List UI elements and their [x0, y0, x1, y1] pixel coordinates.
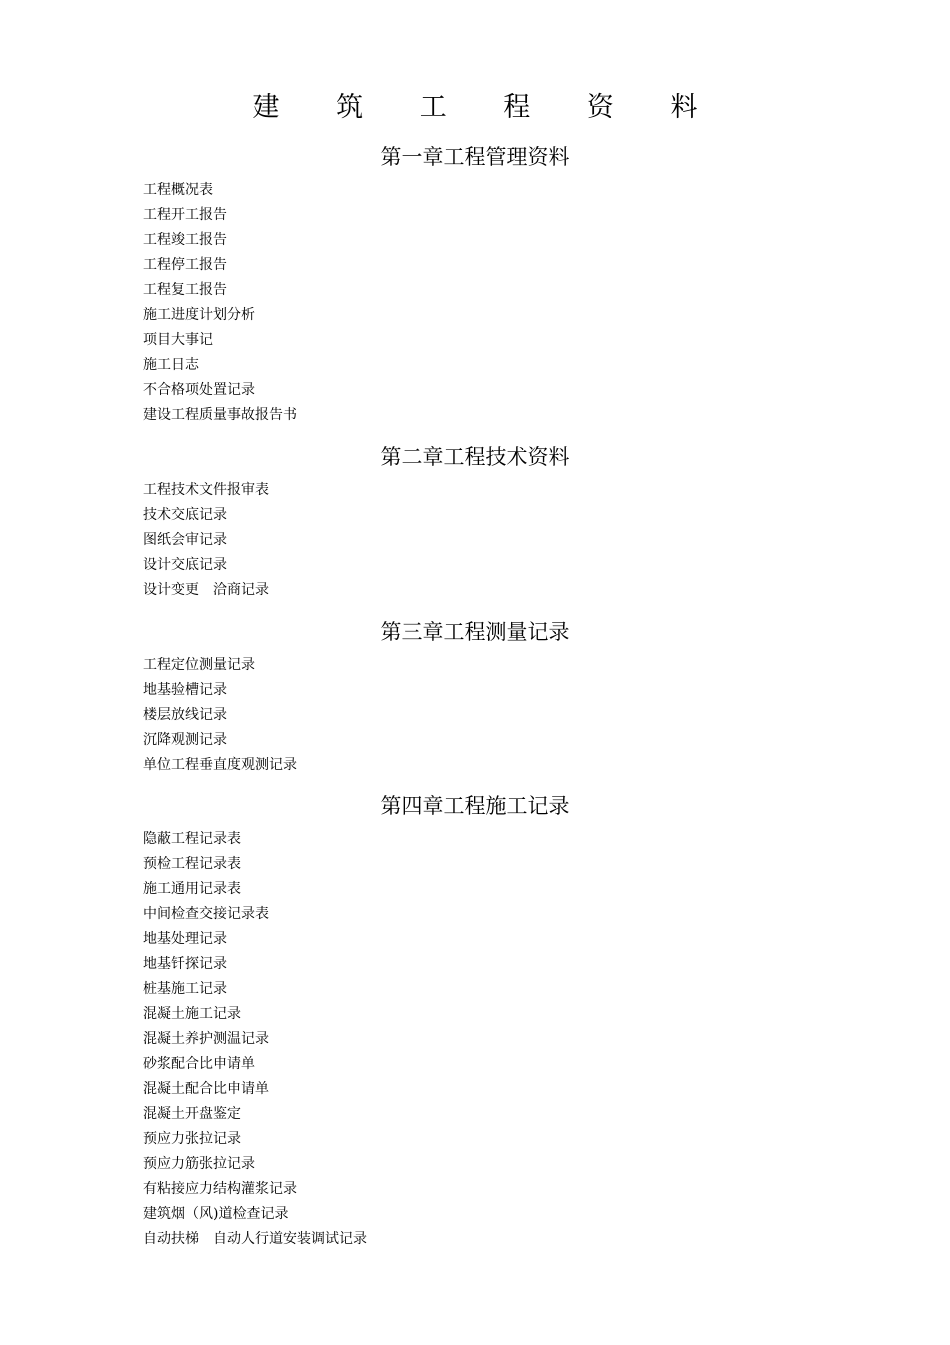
document-title: 建 筑 工 程 资 料 [252, 92, 722, 123]
chapter-1 [0, 142, 950, 428]
list-item: 工程技术文件报审表 [143, 482, 269, 498]
list-item: 混凝土配合比申请单 [143, 1081, 269, 1097]
list-item: 工程复工报告 [143, 282, 227, 298]
list-item: 施工进度计划分析 [143, 307, 255, 323]
list-item: 不合格项处置记录 [143, 382, 255, 398]
list-item: 工程停工报告 [143, 257, 227, 273]
chapter-item-list [0, 653, 950, 778]
list-item: 工程开工报告 [143, 207, 227, 223]
list-item: 项目大事记 [143, 332, 213, 348]
list-item: 图纸会审记录 [143, 532, 227, 548]
chapter-item-list [0, 178, 950, 428]
list-item: 工程概况表 [143, 182, 213, 198]
list-item: 隐蔽工程记录表 [143, 831, 241, 847]
list-item: 工程竣工报告 [143, 232, 227, 248]
list-item: 混凝土施工记录 [143, 1006, 241, 1022]
list-item: 技术交底记录 [143, 507, 227, 523]
chapter-2 [0, 442, 950, 603]
list-item: 设计交底记录 [143, 557, 227, 573]
chapter-title: 第三章工程测量记录 [380, 620, 570, 644]
list-item: 有粘接应力结构灌浆记录 [143, 1181, 297, 1197]
list-item: 预检工程记录表 [143, 856, 241, 872]
list-item: 预应力张拉记录 [143, 1131, 241, 1147]
list-item: 地基验槽记录 [143, 682, 227, 698]
list-item: 中间检查交接记录表 [143, 906, 269, 922]
chapter-3 [0, 617, 950, 778]
list-item: 设计变更 洽商记录 [143, 582, 269, 598]
chapter-title: 第一章工程管理资料 [380, 145, 570, 169]
list-item: 单位工程垂直度观测记录 [143, 757, 297, 773]
list-item: 楼层放线记录 [143, 707, 227, 723]
chapter-4 [0, 791, 950, 1252]
list-item: 混凝土养护测温记录 [143, 1031, 269, 1047]
list-item: 桩基施工记录 [143, 981, 227, 997]
list-item: 施工日志 [143, 357, 199, 373]
list-item: 工程定位测量记录 [143, 657, 255, 673]
list-item: 砂浆配合比申请单 [143, 1056, 255, 1072]
list-item: 建筑烟（风)道检查记录 [143, 1206, 289, 1222]
list-item: 施工通用记录表 [143, 881, 241, 897]
list-item: 地基处理记录 [143, 931, 227, 947]
chapter-item-list [0, 478, 950, 603]
list-item: 建设工程质量事故报告书 [143, 407, 297, 423]
list-item: 地基钎探记录 [143, 956, 227, 972]
list-item: 混凝土开盘鉴定 [143, 1106, 241, 1122]
list-item: 自动扶梯 自动人行道安装调试记录 [143, 1231, 367, 1247]
list-item: 沉降观测记录 [143, 732, 227, 748]
chapter-title: 第四章工程施工记录 [380, 794, 570, 818]
list-item: 预应力筋张拉记录 [143, 1156, 255, 1172]
chapter-title: 第二章工程技术资料 [380, 445, 570, 469]
chapter-item-list [0, 827, 950, 1252]
